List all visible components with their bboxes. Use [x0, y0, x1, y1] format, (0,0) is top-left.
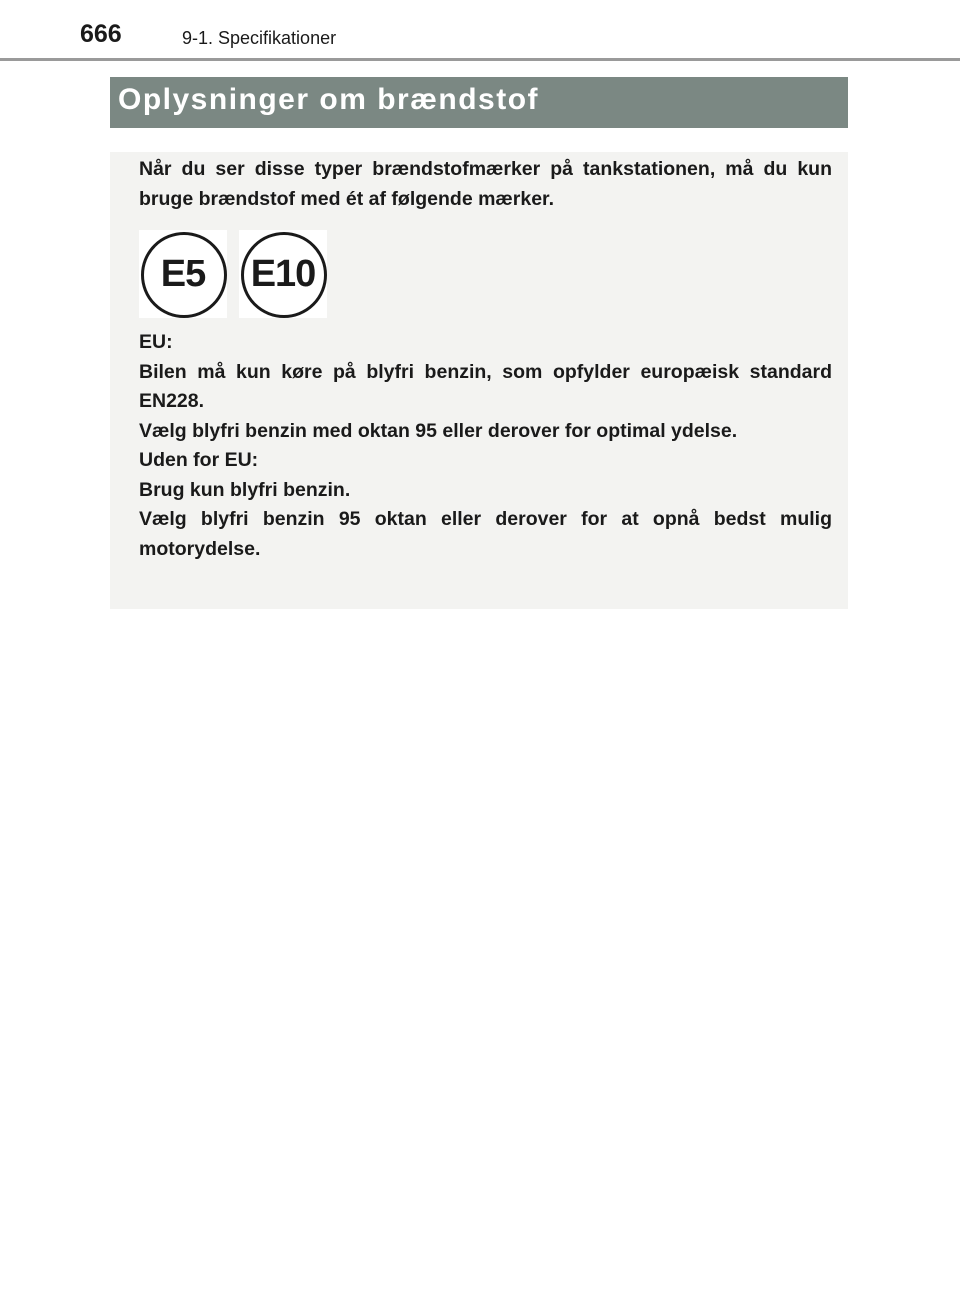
fuel-label-code: E5	[160, 253, 206, 295]
fuel-label-code: E10	[250, 253, 316, 295]
fuel-label-e5-icon	[139, 230, 227, 318]
fuel-info-content	[139, 155, 832, 564]
header-divider	[0, 58, 960, 61]
fuel-info-box	[110, 152, 848, 609]
intro-paragraph: Når du ser disse typer brændstofmærker på tankstationen, må du kun bruge brændstof med ét af følgende mærker.	[139, 158, 832, 210]
non-eu-requirement: Brug kun blyfri benzin.	[139, 478, 351, 501]
section-title: Oplysninger om brændstof	[118, 83, 540, 116]
section-banner	[110, 77, 848, 128]
eu-requirement: Bilen må kun køre på blyfri benzin, som opfylder europæisk standard EN228.	[139, 360, 832, 412]
eu-recommendation: Vælg blyfri benzin med oktan 95 eller derover for optimal ydelse.	[139, 419, 738, 442]
fuel-label-e10-icon	[239, 230, 327, 318]
fuel-label-row	[139, 230, 832, 318]
page-header	[0, 0, 960, 62]
eu-heading: EU:	[139, 331, 173, 353]
non-eu-heading: Uden for EU:	[139, 449, 259, 471]
section-reference: 9-1. Specifikationer	[182, 28, 337, 48]
page-number: 666	[80, 20, 122, 48]
non-eu-recommendation: Vælg blyfri benzin 95 oktan eller derover for at opnå bedst mulig motorydelse.	[139, 508, 832, 560]
